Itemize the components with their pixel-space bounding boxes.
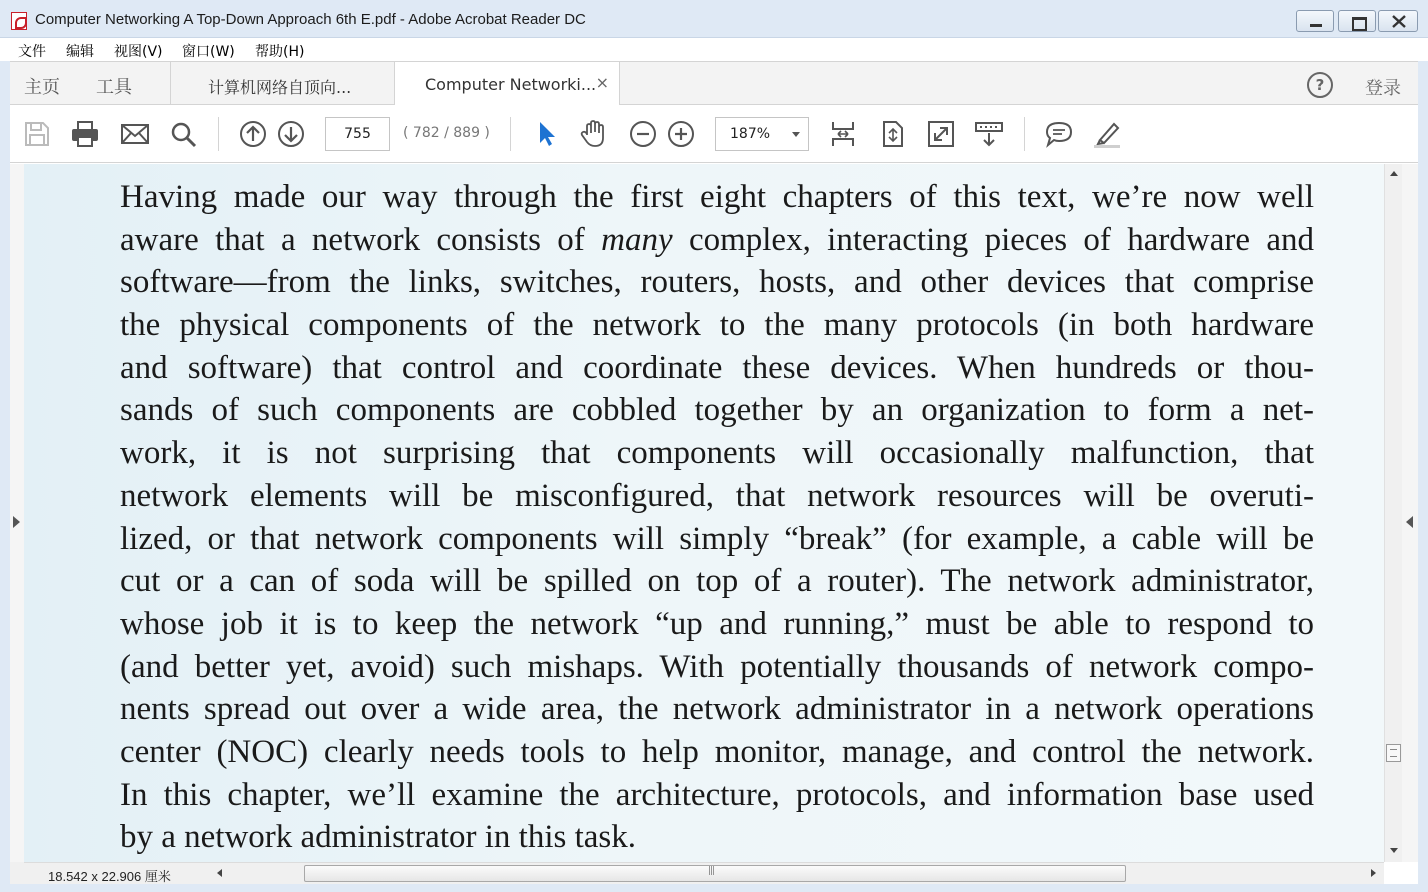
zoom-in-icon[interactable] xyxy=(666,119,696,149)
scroll-right-icon[interactable] xyxy=(1371,869,1376,877)
save-icon[interactable] xyxy=(22,119,52,149)
scroll-down-icon[interactable] xyxy=(1390,848,1398,853)
search-icon[interactable] xyxy=(168,119,198,149)
menu-edit[interactable]: 编辑 xyxy=(66,44,94,60)
hand-tool-icon[interactable] xyxy=(578,119,608,149)
menu-help[interactable]: 帮助(H) xyxy=(255,44,305,60)
menu-view[interactable]: 视图(V) xyxy=(114,44,163,60)
zoom-select[interactable] xyxy=(715,117,809,151)
zoom-value: 187% xyxy=(730,126,771,142)
text-line: cut or a can of soda will be spilled on top of a router). The network administrator, xyxy=(120,563,1314,600)
document-tab-label: Computer Networki... xyxy=(425,75,597,94)
text-line: the physical components of the network to the many protocols (in both hardware xyxy=(120,307,1314,344)
toolbar xyxy=(10,105,1418,163)
text-line: software—from the links, switches, routers, hosts, and other devices that comprise xyxy=(120,264,1314,301)
menu-bar xyxy=(0,38,1428,61)
toolbar-separator xyxy=(510,117,511,151)
text-line: Having made our way through the first eight chapters of this text, we’re now well xyxy=(120,179,1314,215)
close-button[interactable] xyxy=(1378,10,1418,32)
horizontal-scrollbar[interactable] xyxy=(214,863,1384,885)
document-tab-active[interactable] xyxy=(395,62,620,106)
tab-tools[interactable]: 工具 xyxy=(96,77,132,98)
scroll-left-icon[interactable] xyxy=(217,869,222,877)
text-line: whose job it is to keep the network “up and running,” must be able to respond to xyxy=(120,605,1314,642)
text-line: In this chapter, we’ll examine the architecture, protocols, and information base used xyxy=(120,776,1314,813)
print-icon[interactable] xyxy=(70,119,100,149)
text-line: lized, or that network components will simply “break” (for example, a cable will be xyxy=(120,520,1314,557)
close-icon xyxy=(1379,11,1419,33)
menu-file[interactable]: 文件 xyxy=(18,44,46,60)
pdf-page xyxy=(24,164,1384,862)
title-bar xyxy=(0,0,1428,38)
window-frame-bottom xyxy=(0,884,1428,892)
text-line: network elements will be misconfigured, that network resources will be overuti- xyxy=(120,477,1314,514)
page-count: ( 782 / 889 ) xyxy=(403,125,490,141)
page-number-input[interactable]: 755 xyxy=(325,117,390,151)
text-line: by a network administrator in this task. xyxy=(120,819,636,856)
menu-window[interactable]: 窗口(W) xyxy=(182,44,235,60)
document-tab[interactable] xyxy=(170,62,395,105)
text-line: center (NOC) clearly needs tools to help monitor, manage, and control the network. xyxy=(120,733,1314,770)
page-paragraph xyxy=(120,176,1314,859)
toolbar-separator xyxy=(1024,117,1025,151)
status-bar xyxy=(24,862,1384,884)
maximize-button[interactable] xyxy=(1338,10,1376,32)
window-title: Computer Networking A Top-Down Approach 6th E.pdf - Adobe Acrobat Reader DC xyxy=(35,11,586,28)
highlight-icon[interactable] xyxy=(1092,119,1122,149)
email-icon[interactable] xyxy=(120,119,150,149)
toolbar-separator xyxy=(218,117,219,151)
document-tab-label: 计算机网络自顶向... xyxy=(208,78,352,97)
italic-word: many xyxy=(601,221,673,258)
expand-right-panel-icon xyxy=(1406,516,1413,528)
vertical-scroll-thumb[interactable] xyxy=(1386,744,1401,762)
text-line: nents spread out over a wide area, the network administrator in a network operations xyxy=(120,691,1314,728)
text-line: sands of such components are cobbled together by an organization to form a net- xyxy=(120,392,1314,429)
next-page-icon[interactable] xyxy=(276,119,306,149)
tab-close-icon[interactable]: × xyxy=(595,73,609,92)
text-line xyxy=(120,219,1314,262)
chevron-down-icon xyxy=(792,132,800,137)
read-mode-icon[interactable] xyxy=(974,119,1004,149)
tab-bar xyxy=(10,61,1418,105)
zoom-out-icon[interactable] xyxy=(628,119,658,149)
tab-home[interactable]: 主页 xyxy=(24,77,60,98)
document-viewport[interactable] xyxy=(10,164,1418,862)
text-fragment: complex, interacting pieces of hardware and xyxy=(672,221,1314,258)
expand-left-panel-icon xyxy=(13,516,20,528)
left-panel-toggle[interactable] xyxy=(10,164,24,862)
text-fragment: aware that a network consists of xyxy=(120,221,602,258)
fit-page-icon[interactable] xyxy=(828,119,858,149)
login-button[interactable]: 登录 xyxy=(1365,78,1401,99)
rotate-icon[interactable] xyxy=(878,119,908,149)
comment-icon[interactable] xyxy=(1044,119,1074,149)
text-line: and software) that control and coordinate these devices. When hundreds or thou- xyxy=(120,349,1314,386)
help-icon[interactable]: ? xyxy=(1307,72,1333,98)
select-cursor-icon[interactable] xyxy=(532,119,562,149)
text-line: (and better yet, avoid) such mishaps. With potentially thousands of network compo- xyxy=(120,648,1314,685)
status-bar-left-edge xyxy=(10,862,24,884)
vertical-scrollbar[interactable] xyxy=(1384,164,1402,862)
scroll-up-icon[interactable] xyxy=(1390,171,1398,176)
minimize-button[interactable] xyxy=(1296,10,1334,32)
window-frame-right xyxy=(1418,61,1428,884)
window-frame-left xyxy=(0,61,10,884)
horizontal-scroll-thumb[interactable] xyxy=(304,865,1126,882)
pdf-app-icon xyxy=(11,12,27,30)
page-size-label: 18.542 x 22.906 厘米 xyxy=(48,869,171,884)
right-panel-toggle[interactable] xyxy=(1402,164,1418,862)
fullscreen-icon[interactable] xyxy=(926,119,956,149)
prev-page-icon[interactable] xyxy=(238,119,268,149)
text-line: work, it is not surprising that components will occasionally malfunction, that xyxy=(120,435,1314,472)
